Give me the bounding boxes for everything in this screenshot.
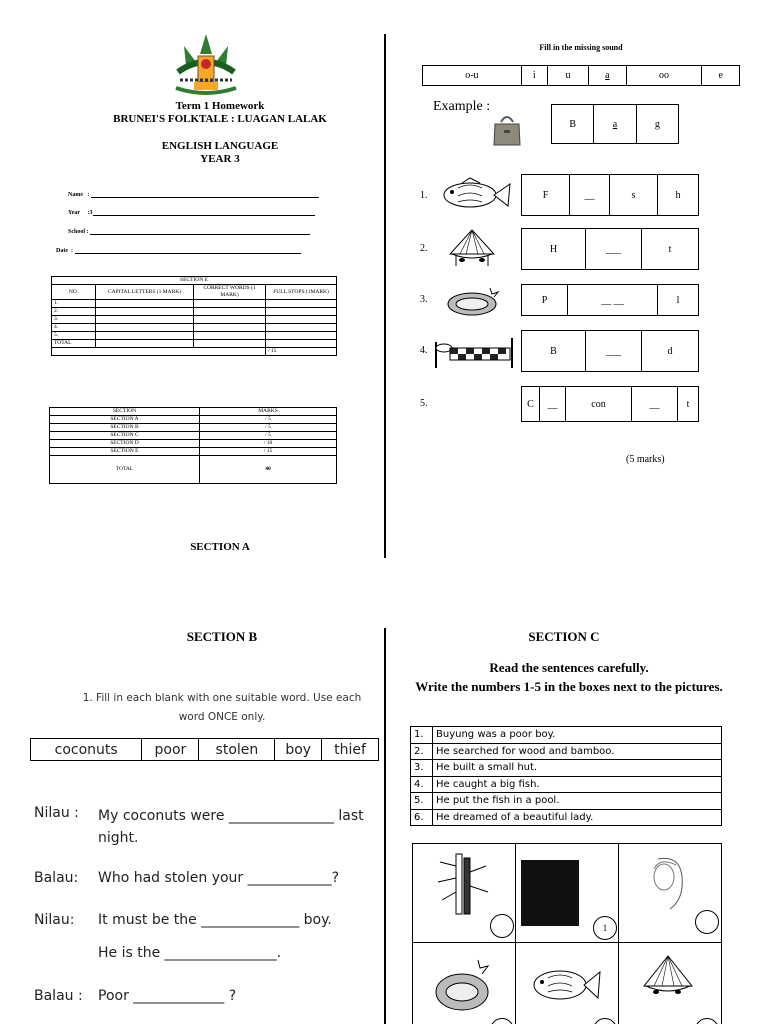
school-crest-logo xyxy=(170,32,242,100)
marks-col-section: SECTION xyxy=(50,408,200,416)
dialogue-speaker: Balau : xyxy=(34,988,83,1004)
option-i: i xyxy=(521,66,547,86)
item1-boxes[interactable]: F __ s h xyxy=(521,174,699,216)
boy-picture xyxy=(521,860,579,926)
item2-boxes[interactable]: H ___ t xyxy=(521,228,699,270)
dialogue-line[interactable]: Poor _____________ ? xyxy=(98,988,237,1004)
col-no: NO. xyxy=(52,285,96,300)
homework-title: Term 1 Homework xyxy=(175,100,265,112)
table-row: 1. xyxy=(52,300,337,308)
dialogue-line[interactable]: It must be the ______________ boy. xyxy=(98,912,332,928)
table-row: SECTION A / 5 xyxy=(50,416,337,424)
item3-boxes[interactable]: P __ __ l xyxy=(521,284,699,316)
bed-picture xyxy=(432,330,516,372)
dialogue-line[interactable]: My coconuts were _______________ last night. xyxy=(98,808,364,846)
word-stolen: stolen xyxy=(199,739,275,761)
list-item: 4. He caught a big fish. xyxy=(411,776,722,793)
bamboo-picture xyxy=(434,852,490,916)
col-capital: CAPITAL LETTERS (1 MARK) xyxy=(96,285,194,300)
sound-options xyxy=(422,65,740,86)
page4 xyxy=(386,600,768,1024)
table-row: / 15 xyxy=(52,348,337,356)
option-u: u xyxy=(547,66,588,86)
word-coconuts: coconuts xyxy=(31,739,142,761)
page3 xyxy=(0,600,384,1024)
section-c-heading: SECTION C xyxy=(528,629,600,644)
answer-circle-bamboo[interactable] xyxy=(490,914,514,938)
item5-boxes[interactable]: C __ con __ t xyxy=(521,386,699,422)
table-row: 3. xyxy=(52,316,337,324)
name-field[interactable]: Name : xyxy=(68,192,319,198)
marks-col-marks: MARKS xyxy=(200,408,337,416)
hut-picture xyxy=(446,228,498,270)
sentence-list xyxy=(410,726,722,826)
dialogue-line[interactable]: He is the ________________. xyxy=(98,945,282,961)
year-title: YEAR 3 xyxy=(200,153,240,165)
col-correct: CORRECT WORDS (1 MARK) xyxy=(194,285,266,300)
section-c-instruction-2: Write the numbers 1-5 in the boxes next to the pictures. xyxy=(415,679,723,694)
subject-title: ENGLISH LANGUAGE xyxy=(161,140,279,152)
folktale-title: BRUNEI'S FOLKTALE : LUAGAN LALAK xyxy=(113,113,327,125)
fish-picture-2 xyxy=(528,964,604,1006)
dialogue-line[interactable]: Who had stolen your ____________? xyxy=(98,870,340,886)
dialogue-speaker: Nilau : xyxy=(34,805,79,821)
list-item: 2. He searched for wood and bamboo. xyxy=(411,743,722,760)
page2 xyxy=(386,0,768,560)
pool-picture-2 xyxy=(434,956,494,1014)
school-field[interactable]: School : xyxy=(68,229,310,235)
bag-picture xyxy=(492,112,522,148)
table-row: 4. xyxy=(52,324,337,332)
word-thief: thief xyxy=(321,739,378,761)
item-number: 3. xyxy=(420,294,428,305)
section-c-instruction-1: Read the sentences carefully. xyxy=(489,660,649,675)
example-word-boxes: B a g xyxy=(551,104,679,144)
table-row: SECTION B / 5 xyxy=(50,424,337,432)
answer-circle-lady[interactable] xyxy=(695,910,719,934)
table-row: TOTAL 40 xyxy=(50,456,337,484)
dialogue-speaker: Balau: xyxy=(34,870,79,886)
option-e: e xyxy=(702,66,740,86)
section-a-heading: SECTION A xyxy=(190,541,250,553)
lady-picture xyxy=(640,855,694,911)
item-number: 4. xyxy=(420,345,428,356)
answer-circle-boy[interactable]: 1 xyxy=(593,916,617,940)
dialogue-speaker: Nilau: xyxy=(34,912,75,928)
fish-picture xyxy=(438,176,514,214)
section-e-caption: SECTION E xyxy=(52,277,337,285)
hut-picture-2 xyxy=(640,954,696,1004)
year-field[interactable]: Year :3 xyxy=(68,210,315,216)
option-a: a xyxy=(589,66,627,86)
word-bank xyxy=(30,738,379,761)
list-item: 1. Buyung was a poor boy. xyxy=(411,727,722,744)
pool-picture xyxy=(446,282,504,318)
table-row: SECTION D / 10 xyxy=(50,440,337,448)
table-row: SECTION C / 5 xyxy=(50,432,337,440)
page1 xyxy=(0,0,384,560)
section-b-instruction: 1. Fill in each blank with one suitable word. Use each word ONCE only. xyxy=(82,692,362,723)
list-item: 3. He built a small hut. xyxy=(411,760,722,777)
example-label: Example : xyxy=(433,99,491,114)
date-field[interactable]: Date : xyxy=(56,248,301,254)
option-o-u: o-u xyxy=(423,66,522,86)
section-e-table xyxy=(51,276,337,356)
table-row: 2. xyxy=(52,308,337,316)
item4-boxes[interactable]: B ___ d xyxy=(521,330,699,372)
table-row: TOTAL xyxy=(52,340,337,348)
table-row: SECTION E / 15 xyxy=(50,448,337,456)
col-fullstops: FULL STOPS (1MARK) xyxy=(266,285,337,300)
list-item: 6. He dreamed of a beautiful lady. xyxy=(411,809,722,826)
marks-table xyxy=(49,407,337,484)
item-number: 1. xyxy=(420,190,428,201)
table-row: 5. xyxy=(52,332,337,340)
word-boy: boy xyxy=(275,739,322,761)
item-number: 2. xyxy=(420,243,428,254)
section-b-heading: SECTION B xyxy=(186,629,258,644)
missing-sound-instruction: Fill in the missing sound xyxy=(539,43,623,52)
option-oo: oo xyxy=(626,66,702,86)
word-poor: poor xyxy=(142,739,199,761)
item-number: 5. xyxy=(420,398,428,409)
list-item: 5. He put the fish in a pool. xyxy=(411,793,722,810)
marks-note: (5 marks) xyxy=(626,454,665,465)
